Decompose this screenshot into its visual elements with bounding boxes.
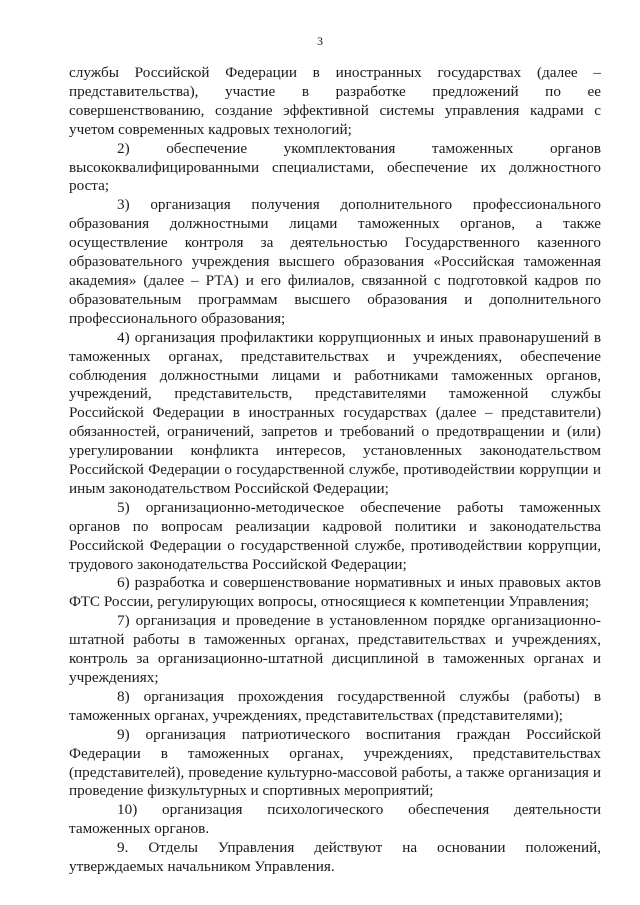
paragraph-item-9: 9) организация патриотического воспитания граждан Российской Федерации в таможенных органах, учреждениях, представительствах (представителей), проведение культурно-массовой работы, а также организация и проведение физкультурных и спортивных мероприятий; (69, 725, 601, 800)
paragraph-item-8: 8) организация прохождения государственной службы (работы) в таможенных органах, учреждениях, представительствах (представителями); (69, 687, 601, 724)
paragraph-clause-9: 9. Отделы Управления действуют на основании положений, утверждаемых начальником Управления. (69, 839, 601, 876)
paragraph-item-5: 5) организационно-методическое обеспечение работы таможенных органов по вопросам реализации кадровой политики и законодательства Российской Федерации о государственной службе, противодействии коррупции, трудового законодательства Российской Федерации; (69, 498, 601, 573)
paragraph-item-6: 6) разработка и совершенствование нормативных и иных правовых актов ФТС России, регулирующих вопросы, относящиеся к компетенции Управления; (69, 574, 601, 611)
page-number: 3 (317, 34, 323, 48)
paragraph-continuation: службы Российской Федерации в иностранных государствах (далее – представительства), участие в разработке предложений по ее совершенствованию, создание эффективной системы управления кадрами с учетом современных кадровых технологий; (69, 64, 601, 138)
paragraph-item-4: 4) организация профилактики коррупционных и иных правонарушений в таможенных органах, представительствах и учреждениях, обеспечение соблюдения должностными лицами и работниками таможенных органов, учреждений, представительств, представителями таможенной службы Российской Федерации в иностранных государствах (далее – представители) обязанностей, ограничений, запретов и требований о предотвращении и (или) урегулировании конфликта интересов, установленных законодательством Российской Федерации о государственной службе, противодействии коррупции и иным законодательством Российской Федерации; (69, 328, 601, 497)
paragraph-item-2: 2) обеспечение укомплектования таможенных органов высококвалифицированными специалистами, обеспечение их должностного роста; (69, 139, 601, 195)
paragraph-item-10: 10) организация психологического обеспечения деятельности таможенных органов. (69, 801, 601, 838)
paragraph-item-3: 3) организация получения дополнительного профессионального образования должностными лицами таможенных органов, а также осуществление контроля за деятельностью Государственного казенного образовательного учреждения высшего образования «Российская таможенная академия» (далее – РТА) и его филиалов, связанной с подготовкой кадров по образовательным программам высшего образования и дополнительного профессионального образования; (69, 196, 601, 327)
document-body (69, 64, 601, 877)
paragraph-item-7: 7) организация и проведение в установленном порядке организационно-штатной работы в таможенных органах, представительствах и учреждениях, контроль за организационно-штатной дисциплиной в таможенных органах и учреждениях; (69, 612, 601, 686)
